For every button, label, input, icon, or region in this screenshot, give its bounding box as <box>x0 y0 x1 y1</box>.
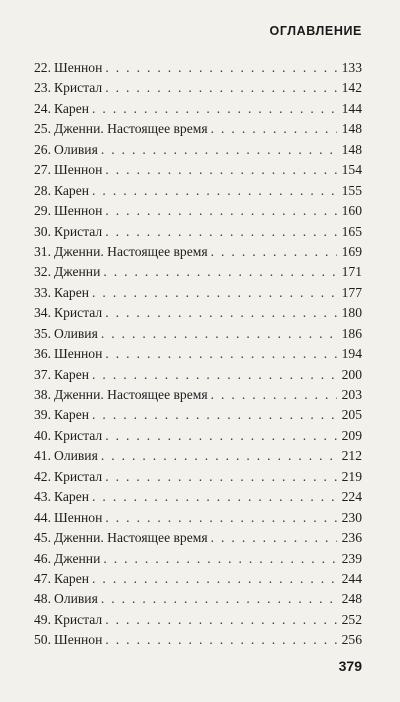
toc-entry <box>34 283 362 303</box>
chapter-page-number: 144 <box>341 100 362 116</box>
dot-leader <box>105 426 337 446</box>
chapter-page-number: 177 <box>341 284 362 300</box>
toc-entry <box>34 467 362 487</box>
chapter-page-number: 200 <box>341 366 362 382</box>
toc-entry <box>34 508 362 528</box>
chapter-number: 41. <box>34 448 51 464</box>
chapter-number: 50. <box>34 632 51 648</box>
dot-leader <box>211 385 337 405</box>
toc-entry <box>34 99 362 119</box>
chapter-page-number: 154 <box>341 162 362 178</box>
page-number: 379 <box>338 658 362 674</box>
toc-entry <box>34 303 362 323</box>
dot-leader <box>105 222 337 242</box>
dot-leader <box>101 324 337 344</box>
toc-entry <box>34 160 362 180</box>
chapter-page-number: 194 <box>341 346 362 362</box>
chapter-number: 39. <box>34 407 51 423</box>
toc-entry <box>34 569 362 589</box>
dot-leader <box>101 140 337 160</box>
chapter-title: Оливия <box>54 591 98 607</box>
chapter-number: 32. <box>34 264 51 280</box>
chapter-title: Кристал <box>54 427 103 443</box>
dot-leader <box>92 487 337 507</box>
chapter-number: 26. <box>34 141 51 157</box>
chapter-number: 49. <box>34 611 51 627</box>
dot-leader <box>105 78 337 98</box>
dot-leader <box>105 160 337 180</box>
chapter-page-number: 165 <box>341 223 362 239</box>
chapter-number: 36. <box>34 346 51 362</box>
chapter-title: Шеннон <box>54 346 103 362</box>
chapter-title: Оливия <box>54 448 98 464</box>
chapter-page-number: 252 <box>341 611 362 627</box>
toc-entry <box>34 405 362 425</box>
chapter-number: 24. <box>34 100 51 116</box>
chapter-title: Карен <box>54 284 90 300</box>
dot-leader <box>211 119 337 139</box>
chapter-page-number: 244 <box>341 570 362 586</box>
chapter-title: Кристал <box>54 611 103 627</box>
chapter-title: Дженни. Настоящее время <box>54 121 208 137</box>
toc-entry <box>34 344 362 364</box>
chapter-title: Кристал <box>54 468 103 484</box>
chapter-title: Шеннон <box>54 60 103 75</box>
chapter-number: 34. <box>34 305 51 321</box>
dot-leader <box>211 528 337 548</box>
chapter-title: Карен <box>54 489 90 505</box>
dot-leader <box>92 283 337 303</box>
chapter-page-number: 171 <box>341 264 362 280</box>
toc-entry <box>34 426 362 446</box>
dot-leader <box>211 242 337 262</box>
chapter-title: Карен <box>54 570 90 586</box>
chapter-title: Кристал <box>54 80 103 96</box>
chapter-number: 25. <box>34 121 51 137</box>
toc-entry <box>34 630 362 650</box>
chapter-page-number: 148 <box>341 141 362 157</box>
toc-entry <box>34 610 362 630</box>
chapter-number: 48. <box>34 591 51 607</box>
chapter-number: 33. <box>34 284 51 300</box>
toc-entry <box>34 140 362 160</box>
dot-leader <box>105 610 337 630</box>
chapter-title: Карен <box>54 182 90 198</box>
toc-entry <box>34 201 362 221</box>
dot-leader <box>105 303 337 323</box>
dot-leader <box>105 467 337 487</box>
dot-leader <box>101 589 337 609</box>
toc-entry <box>34 487 362 507</box>
chapter-title: Карен <box>54 366 90 382</box>
toc-entry <box>34 324 362 344</box>
chapter-page-number: 186 <box>341 325 362 341</box>
chapter-title: Кристал <box>54 223 103 239</box>
chapter-number: 40. <box>34 427 51 443</box>
dot-leader <box>92 365 337 385</box>
chapter-page-number: 239 <box>341 550 362 566</box>
chapter-page-number: 155 <box>341 182 362 198</box>
chapter-page-number: 248 <box>341 591 362 607</box>
dot-leader <box>92 99 337 119</box>
chapter-number: 47. <box>34 570 51 586</box>
chapter-page-number: 236 <box>341 530 362 546</box>
chapter-number: 28. <box>34 182 51 198</box>
dot-leader <box>92 181 337 201</box>
chapter-title: Дженни. Настоящее время <box>54 387 208 402</box>
dot-leader <box>101 446 337 466</box>
dot-leader <box>105 58 337 78</box>
chapter-page-number: 180 <box>341 305 362 321</box>
toc-entry <box>34 181 362 201</box>
toc-entry <box>34 78 362 98</box>
chapter-page-number: 203 <box>341 387 362 402</box>
chapter-page-number: 160 <box>341 203 362 219</box>
dot-leader <box>103 549 337 569</box>
toc-entry <box>34 262 362 282</box>
chapter-page-number: 148 <box>341 121 362 137</box>
chapter-number: 37. <box>34 366 51 382</box>
chapter-page-number: 224 <box>341 489 362 505</box>
chapter-number: 31. <box>34 243 51 259</box>
toc-entry <box>34 589 362 609</box>
chapter-number: 35. <box>34 325 51 341</box>
chapter-page-number: 205 <box>341 407 362 423</box>
chapter-page-number: 212 <box>341 448 362 464</box>
dot-leader <box>105 508 337 528</box>
page-header: ОГЛАВЛЕНИЕ <box>269 24 362 38</box>
chapter-title: Шеннон <box>54 203 103 219</box>
chapter-title: Карен <box>54 407 90 423</box>
chapter-number: 44. <box>34 509 51 525</box>
chapter-title: Дженни <box>54 550 101 566</box>
toc-entry <box>34 549 362 569</box>
chapter-number: 45. <box>34 530 51 546</box>
table-of-contents <box>34 58 362 651</box>
chapter-page-number: 142 <box>341 80 362 96</box>
chapter-number: 46. <box>34 550 51 566</box>
chapter-page-number: 219 <box>341 468 362 484</box>
chapter-page-number: 209 <box>341 427 362 443</box>
chapter-page-number: 169 <box>341 243 362 259</box>
chapter-page-number: 230 <box>341 509 362 525</box>
chapter-title: Дженни. Настоящее время <box>54 243 208 259</box>
chapter-page-number: 133 <box>341 60 362 75</box>
chapter-title: Оливия <box>54 325 98 341</box>
toc-entry <box>34 446 362 466</box>
chapter-number: 27. <box>34 162 51 178</box>
toc-entry <box>34 222 362 242</box>
chapter-title: Шеннон <box>54 632 103 648</box>
chapter-title: Оливия <box>54 141 98 157</box>
chapter-number: 22. <box>34 60 51 75</box>
chapter-number: 29. <box>34 203 51 219</box>
chapter-title: Шеннон <box>54 509 103 525</box>
toc-entry <box>34 119 362 139</box>
dot-leader <box>105 630 337 650</box>
chapter-title: Карен <box>54 100 90 116</box>
toc-entry <box>34 385 362 405</box>
chapter-number: 42. <box>34 468 51 484</box>
chapter-number: 30. <box>34 223 51 239</box>
chapter-title: Дженни <box>54 264 101 280</box>
dot-leader <box>92 569 337 589</box>
chapter-number: 43. <box>34 489 51 505</box>
dot-leader <box>105 201 337 221</box>
chapter-number: 23. <box>34 80 51 96</box>
dot-leader <box>92 405 337 425</box>
toc-entry <box>34 242 362 262</box>
chapter-title: Кристал <box>54 305 103 321</box>
dot-leader <box>103 262 337 282</box>
chapter-number: 38. <box>34 387 51 402</box>
chapter-title: Дженни. Настоящее время <box>54 530 208 546</box>
chapter-page-number: 256 <box>341 632 362 648</box>
toc-entry <box>34 528 362 548</box>
dot-leader <box>105 344 337 364</box>
toc-entry <box>34 58 362 78</box>
chapter-title: Шеннон <box>54 162 103 178</box>
toc-entry <box>34 365 362 385</box>
